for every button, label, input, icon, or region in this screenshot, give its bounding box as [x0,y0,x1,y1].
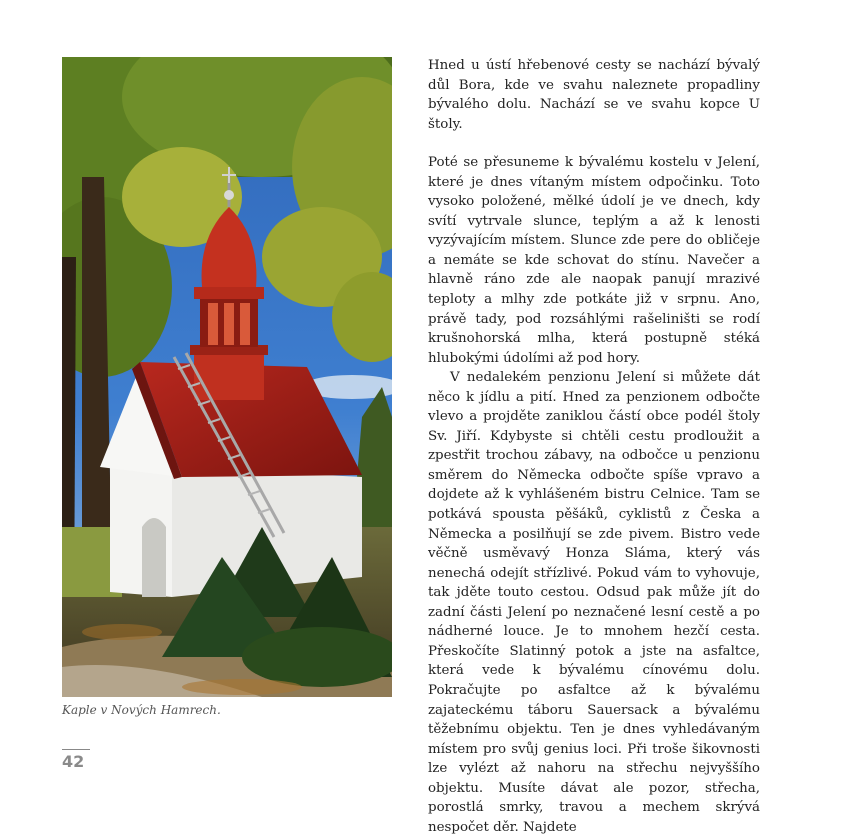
paragraph-spacer [428,134,760,153]
paragraph-penzion-jeleni: V nedalekém penzionu Jelení si můžete dát něco k jídlu a pití. Hned za penzionem odbočte vlevo a projděte zaniklou částí obce podél štoly Sv. Jiří. Kdybyste si chtěli cestu prodloužit a zpestřit trochou zábavy, na odbočce u penzionu směrem do Německa odbočte spíše vpravo a dojdete až k vyhlášeném bistru Celnice. Tam se potkává spousta pěšáků, cyklistů z Česka a Německa a posilňují se zde pivem. Bistro vede věčně usměvavý Honza Sláma, který vás nenechá odejít střízlivé. Pokud vám to vyhovuje, tak jděte touto cestou. Odsud pak může jít do zadní části Jelení po neznačené lesní cestě a po nádherné louce. Je to mnohem hezčí cesta. Přeskočíte Slatinný potok a jste na asfaltce, která vede k bývalému cínovému dolu. Pokračujte po asfaltce až k bývalému zajateckému táboru Sauersack a bývalému těžebnímu objektu. Ten je dnes vyhledávaným místem pro svůj genius loci. Při troše šikovnosti lze vylézt až nahoru na střechu nejvyššího objektu. Musíte dávat ale pozor, střecha, porostlá smrky, travou a mechem skrývá nespočet děr. Najdete [428,370,760,835]
chapel-photo [62,57,392,697]
page-number: 42 [62,752,85,771]
paragraph-bora-mine: Hned u ústí hřebenové cesty se nachází bývalý důl Bora, kde ve svahu naleznete propadliny bývalého dolu. Nachází se ve svahu kopce U štoly. [428,58,760,132]
photo-caption: Kaple v Nových Hamrech. [62,703,221,717]
paragraph-jeleni-church: Poté se přesuneme k bývalému kostelu v Jelení, které je dnes vítaným místem odpočinku. Toto vysoko položené, mělké údolí je ve dnech, kdy svítí vytrvale slunce, teplým a až k lenosti vyzývajícím místem. Slunce zde pere do obličeje a nemáte se kde schovat do stínu. Navečer a hlavně ráno zde ale naopak panují mrazivé teploty a mlhy zde potkáte již v srpnu. Ano, právě tady, pod rozsáhlými rašeliništi se rodí krušnohorská mlha, která postupně stéká hlubokými údolími až pod hory. [428,155,760,366]
body-text-column [428,56,760,837]
page-number-rule [62,749,90,750]
